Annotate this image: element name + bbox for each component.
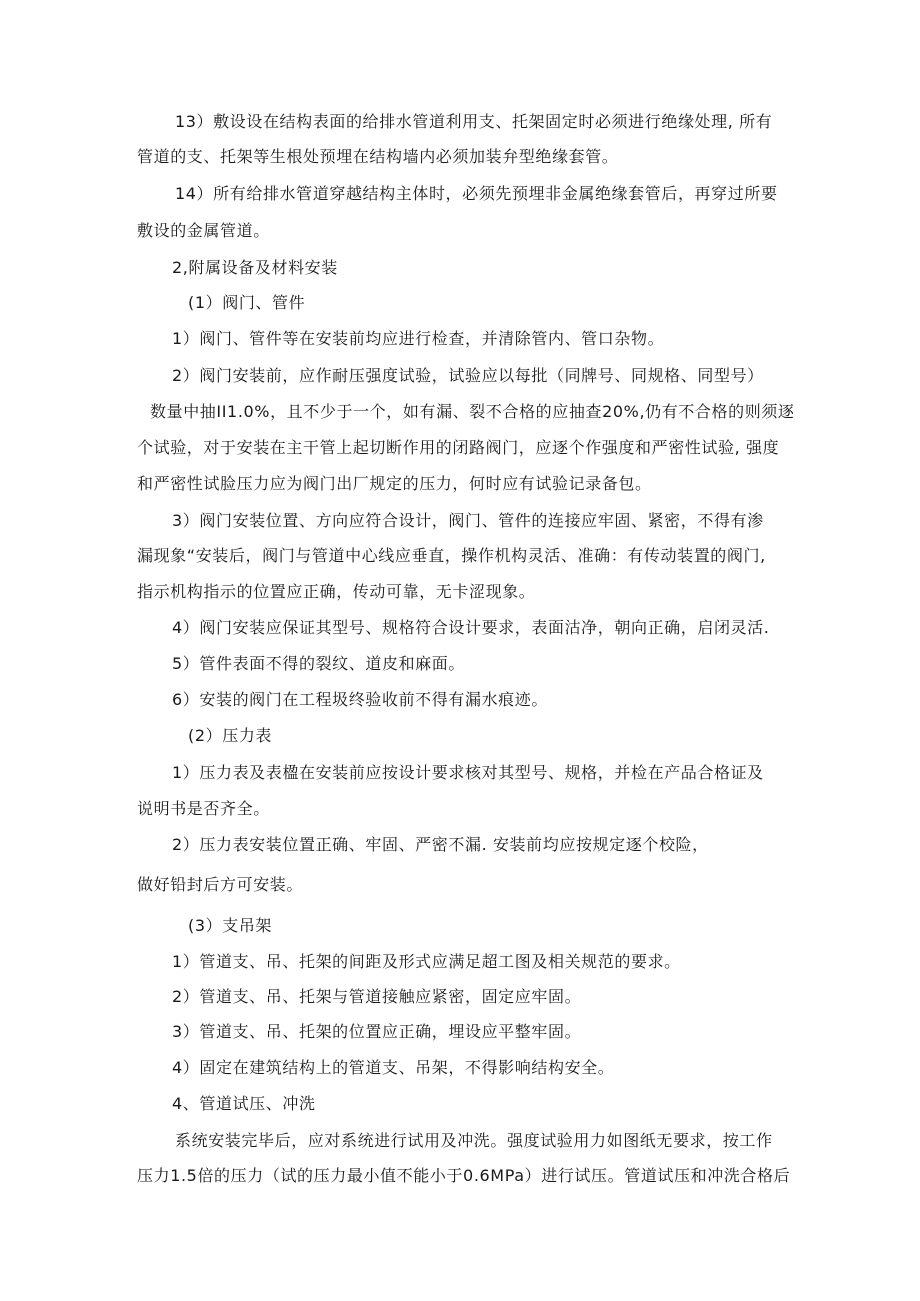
text-line: 2）压力表安装位置正确、牢固、严密不漏. 安装前均应按规定逐个校险， xyxy=(172,835,709,854)
text-line: 数量中抽II1.0%，且不少于一个，如有漏、裂不合格的应抽查20%,仍有不合格的则须逐 xyxy=(150,402,795,421)
section-heading: 2,附属设备及材料安装 xyxy=(172,258,338,277)
section-heading: 4、管道试压、冲洗 xyxy=(172,1094,316,1113)
text-line: 3）管道支、吊、托架的位置应正确，埋设应平整牢固。 xyxy=(172,1022,582,1041)
text-line: 4）阀门安装应保证其型号、规格符合设计要求，表面沽净，朝向正确，启闭灵活. xyxy=(172,618,770,637)
subsection-heading: (3）支吊架 xyxy=(188,916,273,935)
text-line: 1）管道支、吊、托架的间距及形式应满足超工图及相关规范的要求。 xyxy=(172,952,681,971)
text-line: 管道的支、托架等生根处预埋在结构墙内必须加装弁型绝缘套管。 xyxy=(137,147,619,166)
text-line: 1）压力表及表楹在安装前应按设计要求核对其型号、规格，并检在产品合格证及 xyxy=(172,763,764,782)
text-line: 敷设的金属管道。 xyxy=(137,221,270,240)
text-line: 系统安装完毕后，应对系统进行试用及冲洗。强度试验用力如图纸无要求，按工作 xyxy=(175,1131,773,1150)
text-line: 指示机构指示的位置应正确，传动可靠，无卡涩现象。 xyxy=(137,582,536,601)
text-line: 漏现象“安装后，阀门与管道中心线应垂直，操作机构灵活、准确：有传动装置的阀门, xyxy=(137,546,766,565)
subsection-heading: (1）阀门、管件 xyxy=(188,293,306,312)
text-line: 5）管件表面不得的裂纹、道皮和麻面。 xyxy=(172,654,465,673)
text-line: 2）管道支、吊、托架与管道接触应紧密，固定应牢固。 xyxy=(172,987,582,1006)
text-line: 6）安装的阀门在工程圾终验收前不得有漏水痕迹。 xyxy=(172,690,548,709)
text-line: 说明书是否齐全。 xyxy=(137,799,270,818)
text-line: 压力1.5倍的压力（试的压力最小值不能小于0.6MPa）进行试压。管道试压和冲洗合格后 xyxy=(137,1166,791,1185)
text-line: 1）阀门、管件等在安装前均应进行检查，并清除管内、管口杂物。 xyxy=(172,329,665,348)
text-line: 4）固定在建筑结构上的管道支、吊架，不得影响结构安全。 xyxy=(172,1058,615,1077)
text-line: 3）阀门安装位置、方向应符合设计，阀门、管件的连接应牢固、紧密，不得有渗 xyxy=(172,511,764,530)
text-line: 2）阀门安装前，应作耐压强度试验，试验应以每批（同牌号、同规格、同型号） xyxy=(172,366,764,385)
subsection-heading: (2）压力表 xyxy=(188,726,273,745)
text-line: 和严密性试脸压力应为阀门出厂规定的压力，何时应有试验记录备包。 xyxy=(137,474,652,493)
text-line: 14）所有给排水管道穿越结构主体时，必须先预埋非金属绝缘套管后，再穿过所要 xyxy=(175,184,778,203)
text-line: 13）敷设设在结构表面的给排水管道利用支、托架固定时必须进行绝缘处理, 所有 xyxy=(175,112,773,131)
text-line: 个试验，对于安装在主干管上起切断作用的闭路阀门，应逐个作强度和严密性试验, 强度 xyxy=(137,438,780,457)
text-line: 做好铅封后方可安装。 xyxy=(137,875,304,894)
